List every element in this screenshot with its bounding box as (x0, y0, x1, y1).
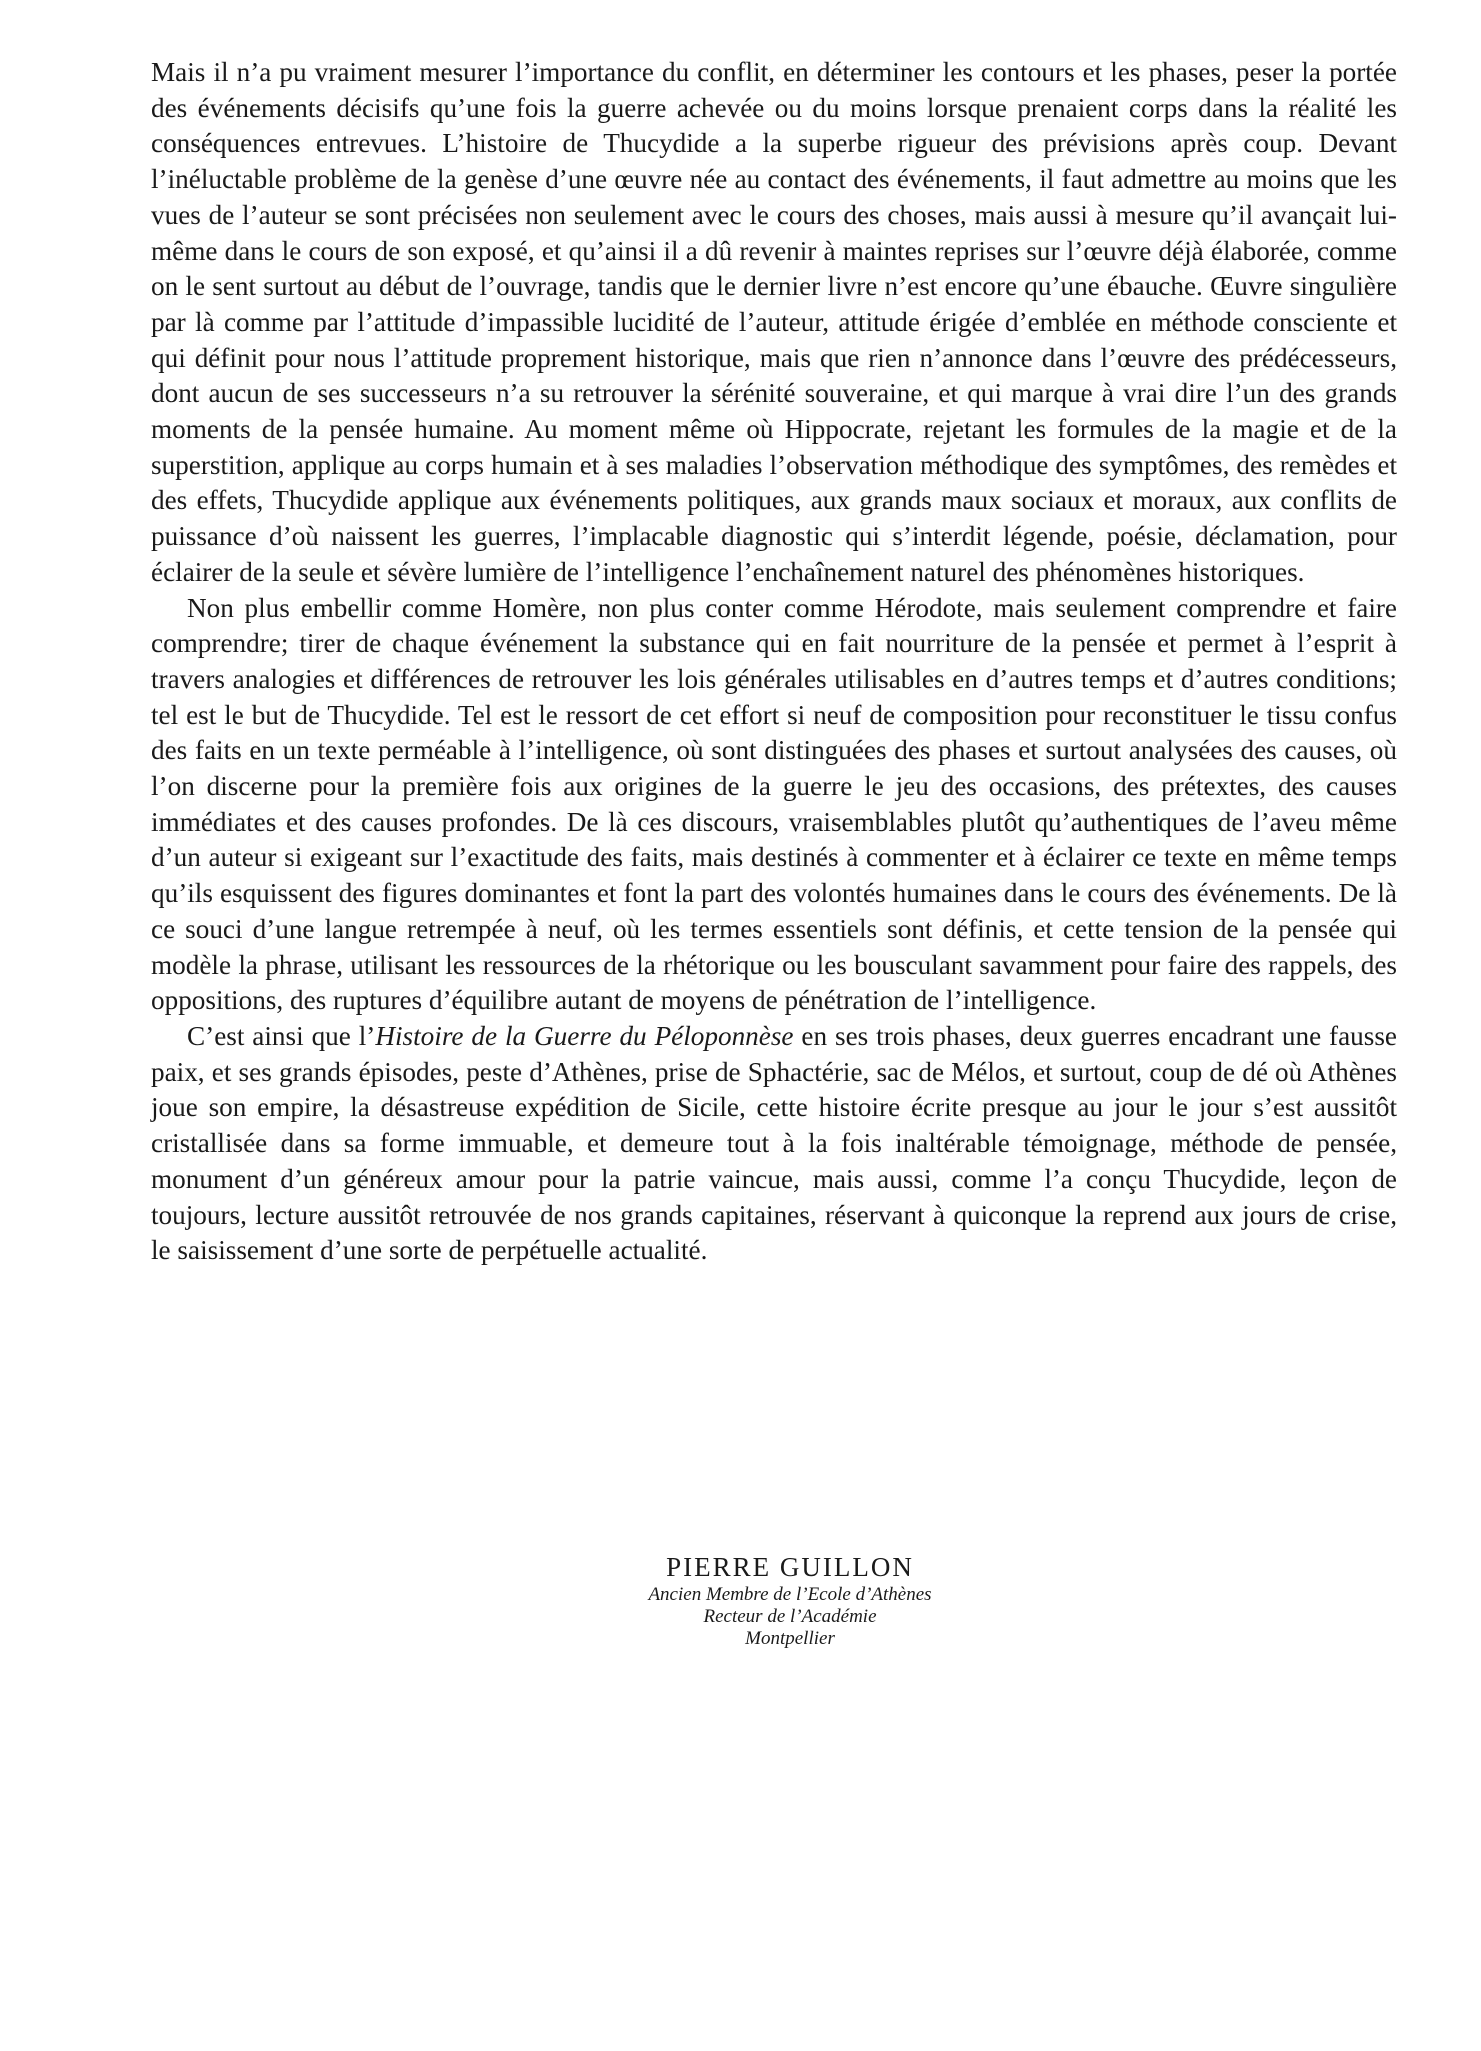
paragraph-2 (151, 591, 1397, 1019)
author-name: PIERRE GUILLON (666, 1552, 914, 1582)
paragraph-1-text: Mais il n’a pu vraiment mesurer l’importance du conflit, en déterminer les contours et les phases, peser la portée des événements décisifs qu’une fois la guerre achevée ou du moins lorsque prenaient corps dans la réalité les conséquences entrevues. L’histoire de Thucydide a la superbe rigueur des prévisions après coup. Devant l’inéluctable problème de la genèse d’une œuvre née au contact des événements, il faut admettre au moins que les vues de l’auteur se sont précisées non seulement avec le cours des choses, mais aussi à mesure qu’il avançait lui-même dans le cours de son exposé, et qu’ainsi il a dû revenir à maintes reprises sur l’œuvre déjà élaborée, comme on le sent surtout au début de l’ouvrage, tandis que le dernier livre n’est encore qu’une ébauche. Œuvre singulière par là comme par l’attitude d’impassible lucidité de l’auteur, attitude érigée d’emblée en méthode consciente et qui définit pour nous l’attitude proprement historique, mais que rien n’annonce dans l’œuvre des prédécesseurs, dont aucun de ses successeurs n’a su retrouver la sérénité souveraine, et qui marque à vrai dire l’un des grands moments de la pensée humaine. Au moment même où Hippocrate, rejetant les formules de la magie et de la superstition, applique au corps humain et à ses maladies l’observation méthodique des symptômes, des remèdes et des effets, Thucydide applique aux événements politiques, aux grands maux sociaux et moraux, aux conflits de puissance d’où naissent les guerres, l’implacable diagnostic qui s’interdit légende, poésie, déclamation, pour éclairer de la seule et sévère lumière de l’intelligence l’enchaînement naturel des phénomènes historiques. (151, 57, 1397, 587)
signature-block (560, 1550, 1020, 1650)
paragraph-1 (151, 55, 1397, 591)
paragraph-3-text-end: en ses trois phases, deux guerres encadrant une fausse paix, et ses grands épisodes, peste d’Athènes, prise de Sphactérie, sac de Mélos, et surtout, coup de dé où Athènes joue son empire, la désastreuse expédition de Sicile, cette histoire écrite presque au jour le jour s’est aussitôt cristallisée dans sa forme immuable, et demeure tout à la fois inaltérable témoignage, méthode de pensée, monument d’un généreux amour pour la patrie vaincue, mais aussi, comme l’a conçu Thucydide, leçon de toujours, lecture aussitôt retrouvée de nos grands capitaines, réservant à quiconque la reprend aux jours de crise, le saisissement d’une sorte de perpétuelle actualité. (151, 1020, 1397, 1266)
author-title-1: Ancien Membre de l’Ecole d’Athènes (648, 1584, 932, 1605)
author-location: Montpellier (745, 1628, 835, 1649)
author-title-2: Recteur de l’Académie (703, 1606, 877, 1627)
paragraph-2-text: Non plus embellir comme Homère, non plus conter comme Hérodote, mais seulement comprendre et faire comprendre; tirer de chaque événement la substance qui en fait nourriture de la pensée et permet à l’esprit à travers analogies et différences de retrouver les lois générales utilisables en d’autres temps et d’autres conditions; tel est le but de Thucydide. Tel est le ressort de cet effort si neuf de composition pour reconstituer le tissu confus des faits en un texte perméable à l’intelligence, où sont distinguées des phases et surtout analysées des causes, où l’on discerne pour la première fois aux origines de la guerre le jeu des occasions, des prétextes, des causes immédiates et des causes profondes. De là ces discours, vraisemblables plutôt qu’authentiques de l’aveu même d’un auteur si exigeant sur l’exactitude des faits, mais destinés à commenter et à éclairer ce texte en même temps qu’ils esquissent des figures dominantes et font la part des volontés humaines dans le cours des événements. De là ce souci d’une langue retrempée à neuf, où les termes essentiels sont définis, et cette tension de la pensée qui modèle la phrase, utilisant les ressources de la rhétorique ou les bousculant savamment pour faire des rappels, des oppositions, des ruptures d’équilibre autant de moyens de pénétration de l’intelligence. (151, 592, 1397, 1016)
body-text (151, 55, 1397, 1269)
paragraph-3-text-start: C’est ainsi que l’ (187, 1020, 376, 1051)
paragraph-3 (151, 1019, 1397, 1269)
book-title: Histoire de la Guerre du Péloponnèse (375, 1020, 794, 1051)
